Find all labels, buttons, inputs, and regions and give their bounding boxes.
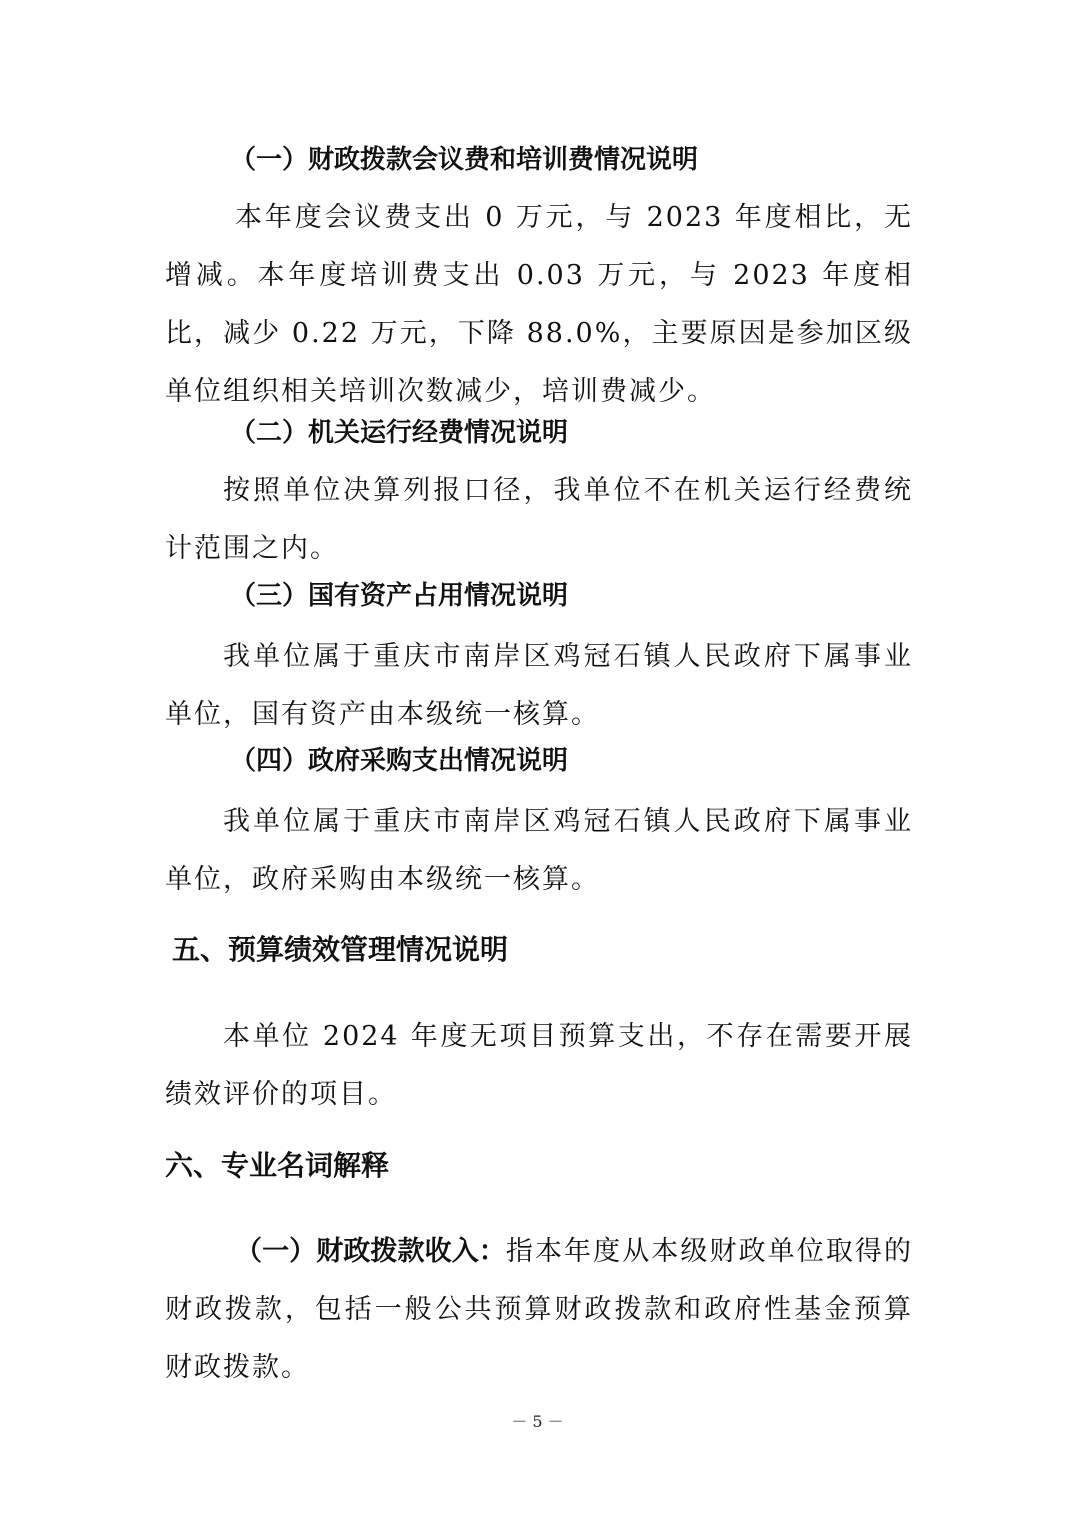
glossary-term-label: （一）财政拨款收入： [235,1236,506,1267]
glossary-entry-fiscal-appropriation-income [165,1223,913,1397]
section-heading-procurement: （四）政府采购支出情况说明 [230,746,569,776]
section-heading-agency-operation: （二）机关运行经费情况说明 [230,418,569,448]
page-number: － 5 － [511,1412,564,1431]
paragraph-meeting-training: 本年度会议费支出 0 万元，与 2023 年度相比，无增减。本年度培训费支出 0.03 万元，与 2023 年度相比，减少 0.22 万元，下降 88.0%，主要原因是参加区级单位组织相关培训次数减少，培训费减少。 [165,202,913,407]
paragraph-procurement: 我单位属于重庆市南岸区鸡冠石镇人民政府下属事业单位，政府采购由本级统一核算。 [165,806,913,895]
paragraph-agency-operation: 按照单位决算列报口径，我单位不在机关运行经费统计范围之内。 [165,475,913,564]
paragraph-performance: 本单位 2024 年度无项目预算支出，不存在需要开展绩效评价的项目。 [165,1021,913,1110]
section-heading-meeting-training: （一）财政拨款会议费和培训费情况说明 [230,145,699,175]
paragraph-state-assets: 我单位属于重庆市南岸区鸡冠石镇人民政府下属事业单位，国有资产由本级统一核算。 [165,641,913,730]
section-heading-state-assets: （三）国有资产占用情况说明 [230,581,569,611]
glossary-term-definition: 指本年度从本级财政单位取得的财政拨款，包括一般公共预算财政拨款和政府性基金预算财政拨款。 [165,1236,914,1383]
section-heading-glossary: 六、专业名词解释 [165,1149,390,1182]
section-heading-performance: 五、预算绩效管理情况说明 [172,933,509,966]
